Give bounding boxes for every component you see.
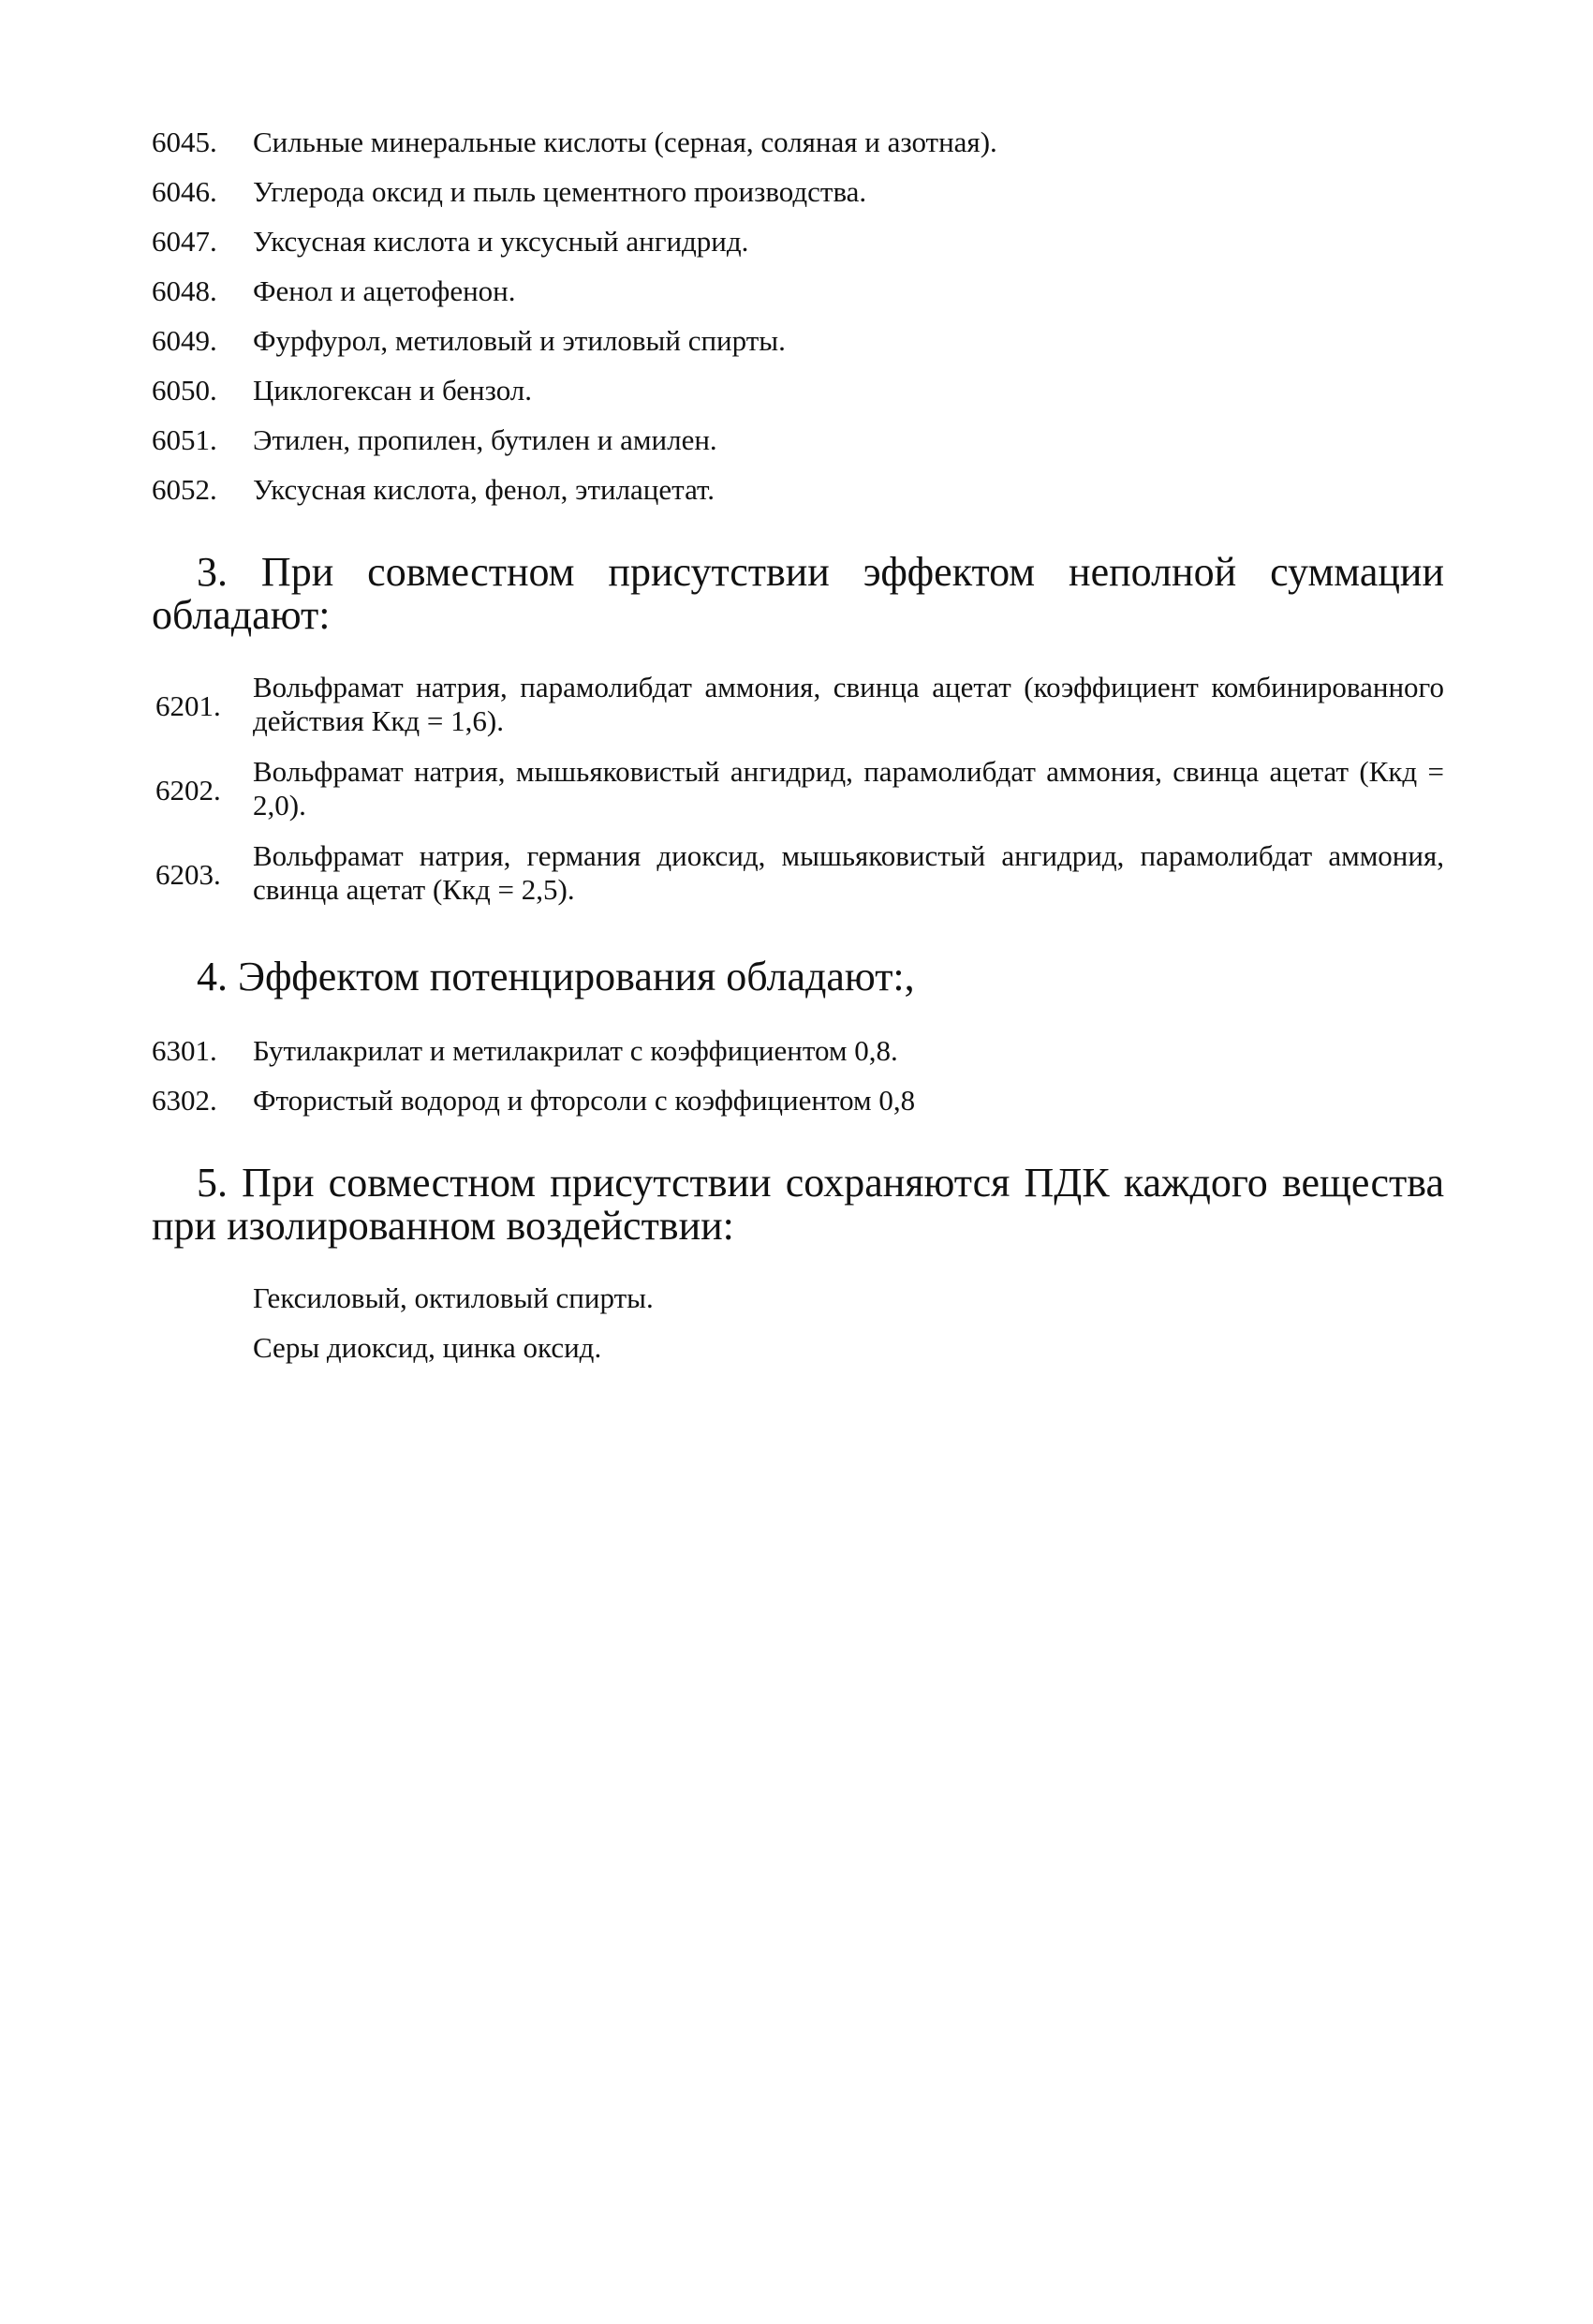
item-number: 6203. — [155, 858, 221, 891]
item-number: 6045. — [152, 126, 217, 158]
item-text: Вольфрамат натрия, парамолибдат аммония, свинца ацетат (коэффициент комбинированного действия Ккд = 1,6). — [253, 671, 1444, 737]
item-number: 6202. — [155, 774, 221, 807]
item-number: 6047. — [152, 225, 217, 258]
list-item-6047 — [152, 223, 748, 260]
list-item-6050 — [152, 372, 532, 409]
item-text: Циклогексан и бензол. — [253, 374, 533, 407]
item-number: 6302. — [152, 1084, 217, 1117]
list-item-6301 — [152, 1032, 898, 1070]
section-5-heading — [152, 1162, 1444, 1248]
item-text: Фтористый водород и фторсоли с коэффициентом 0,8 — [253, 1084, 916, 1117]
item-text: Углерода оксид и пыль цементного производства. — [253, 175, 867, 208]
item-text: Вольфрамат натрия, германия диоксид, мышьяковистый ангидрид, парамолибдат аммония, свинца ацетат (Ккд = 2,5). — [253, 839, 1444, 906]
list-item-6049 — [152, 322, 786, 360]
section-title: При совместном присутствии сохраняются ПДК каждого вещества при изолированном воздействии: — [152, 1160, 1445, 1249]
item-text: Фенол и ацетофенон. — [253, 274, 516, 307]
section-title: При совместном присутствии эффектом неполной суммации обладают: — [152, 549, 1444, 638]
list-item-6201 — [152, 671, 1444, 738]
item-number: 6050. — [152, 374, 217, 407]
section-3-heading — [152, 551, 1444, 637]
list-item-6046 — [152, 173, 866, 211]
item-number: 6052. — [152, 473, 217, 506]
section-title: Эффектом потенцирования обладают:, — [238, 954, 915, 999]
section-number: 5. — [197, 1160, 228, 1206]
item-text: Уксусная кислота, фенол, этилацетат. — [253, 473, 715, 506]
section-number: 3. — [197, 549, 228, 595]
section-number: 4. — [197, 954, 228, 999]
list-item-6302 — [152, 1082, 915, 1119]
list-item-6203 — [152, 839, 1444, 907]
item-text: Фурфурол, метиловый и этиловый спирты. — [253, 324, 786, 357]
item-number: 6051. — [152, 423, 217, 456]
list-item-6052 — [152, 471, 715, 509]
list-item-hexyl: Гексиловый, октиловый спирты. — [253, 1281, 654, 1314]
item-text: Бутилакрилат и метилакрилат с коэффициентом 0,8. — [253, 1034, 898, 1067]
item-number: 6046. — [152, 175, 217, 208]
item-number: 6201. — [155, 689, 221, 722]
list-item-sulfur: Серы диоксид, цинка оксид. — [253, 1331, 602, 1364]
item-text: Этилен, пропилен, бутилен и амилен. — [253, 423, 717, 456]
item-number: 6301. — [152, 1034, 217, 1067]
item-text: Вольфрамат натрия, мышьяковистый ангидрид, парамолибдат аммония, свинца ацетат (Ккд = 2,0). — [253, 755, 1444, 822]
item-text: Сильные минеральные кислоты (серная, соляная и азотная). — [253, 126, 997, 158]
item-text: Уксусная кислота и уксусный ангидрид. — [253, 225, 749, 258]
list-item-6045 — [152, 124, 997, 161]
item-number: 6049. — [152, 324, 217, 357]
list-item-6051 — [152, 422, 717, 459]
list-item-6048 — [152, 273, 516, 310]
section-4-heading — [152, 955, 1444, 999]
list-item-6202 — [152, 755, 1444, 822]
item-number: 6048. — [152, 274, 217, 307]
